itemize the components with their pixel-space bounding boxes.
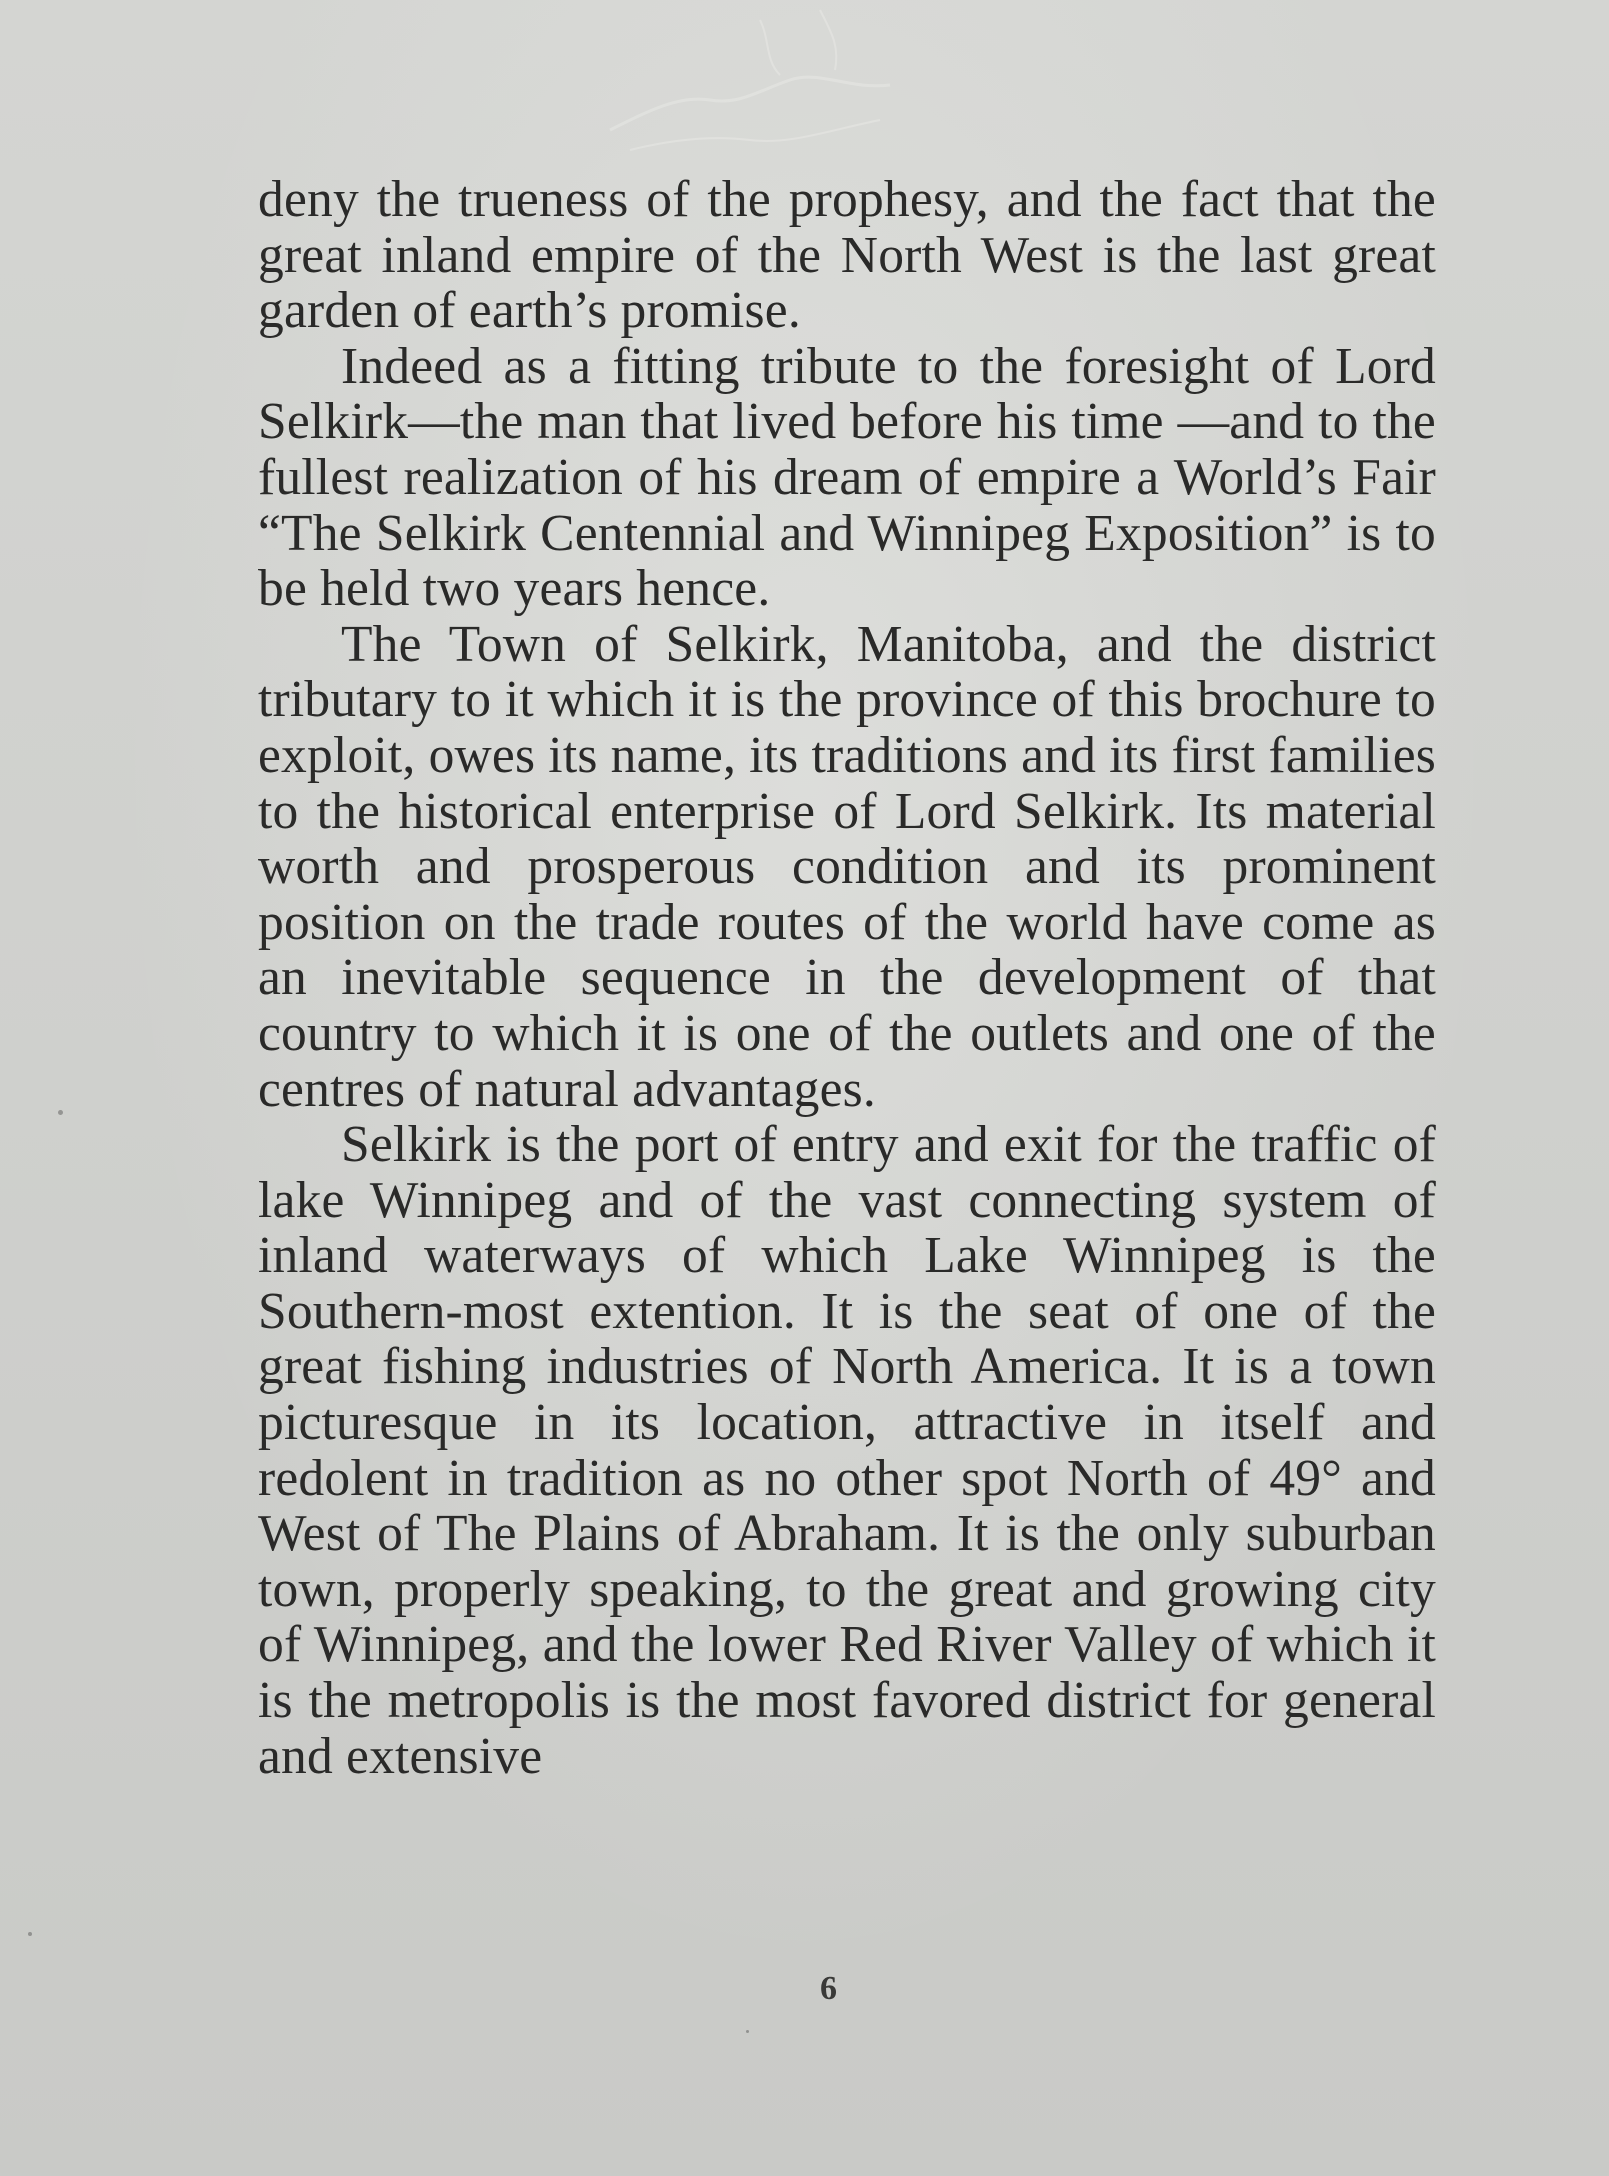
paragraph-continued: deny the trueness of the prophesy, and the fact that the great inland empire of the North West is the last great garden of earth’s promise. (258, 171, 1436, 340)
body-text (258, 172, 1436, 1784)
paper-speck (28, 1932, 32, 1936)
page-number: 6 (820, 1970, 837, 2007)
paper-speck (746, 2030, 749, 2033)
paragraph-town-of-selkirk: The Town of Selkirk, Manitoba, and the district tributary to it which it is the province of this brochure to exploit, owes its name, its traditions and its first families to the historical enterprise of Lord Selkirk. Its material worth and prosperous condition and its prominent position on the trade routes of the world have come as an inevitable sequence in the development of that country to which it is one of the outlets and one of the centres of natural advantages. (258, 615, 1436, 1118)
faint-watermark-sketch (590, 0, 920, 190)
paragraph-port-of-entry: Selkirk is the port of entry and exit for the traffic of lake Winnipeg and of the vast connecting system of inland waterways of which Lake Winnipeg is the Southern-most extention. It is the seat of one of the great fishing industries of North America. It is a town picturesque in its location, attractive in itself and redolent in tradition as no other spot North of 49° and West of The Plains of Abraham. It is the only suburban town, properly speaking, to the great and growing city of Winnipeg, and the lower Red River Valley of which it is the metropolis is the most favored district for general and extensive (258, 1116, 1436, 1785)
paragraph-world-fair: Indeed as a fitting tribute to the foresight of Lord Selkirk—the man that lived before his time —and to the fullest realization of his dream of empire a World’s Fair “The Selkirk Centennial and Winnipeg Exposition” is to be held two years hence. (258, 337, 1436, 618)
paper-speck (58, 1110, 63, 1115)
